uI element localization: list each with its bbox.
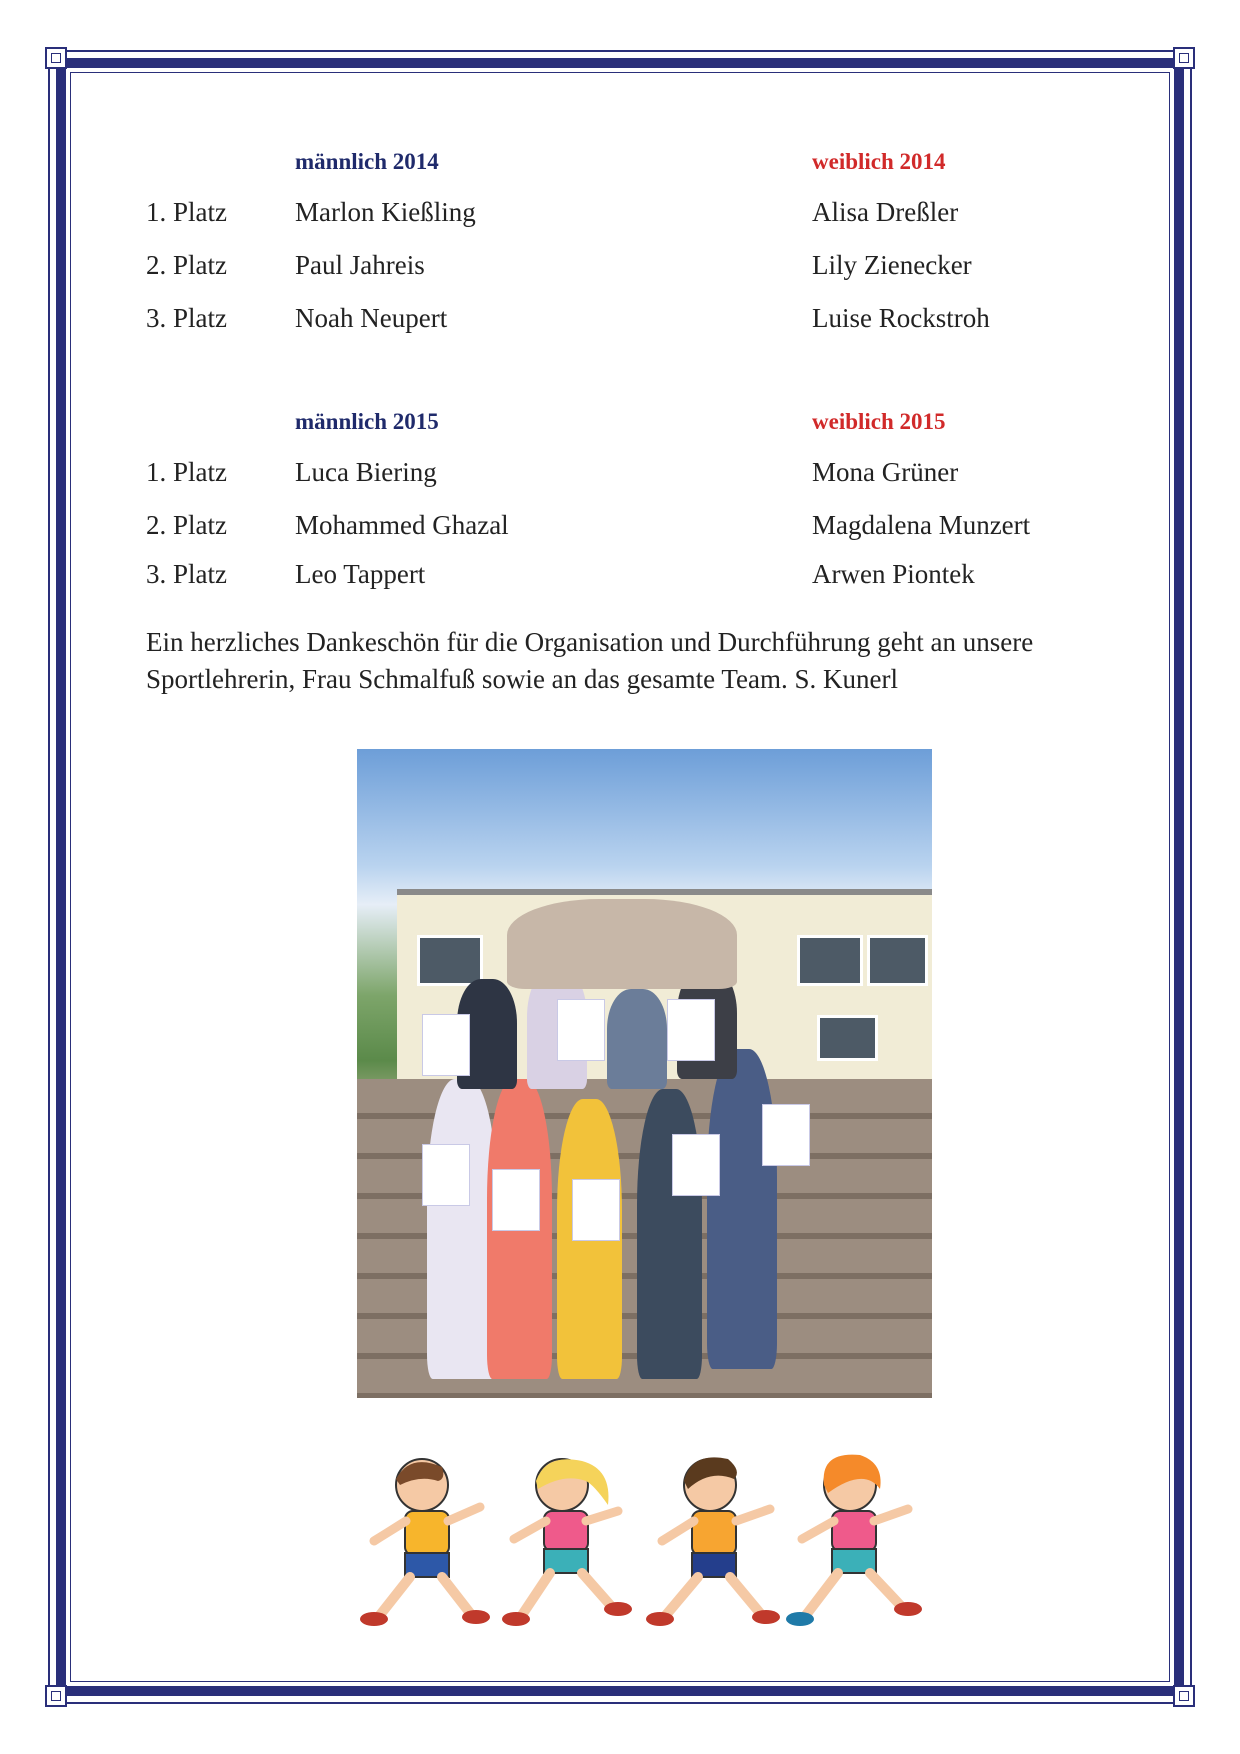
place-label: 1. Platz	[146, 457, 227, 487]
male-winner: Paul Jahreis	[295, 250, 425, 280]
female-header: weiblich 2015	[812, 409, 946, 434]
window	[867, 935, 928, 986]
female-winner: Luise Rockstroh	[812, 303, 990, 333]
border-corner-ornament	[1173, 47, 1195, 69]
window	[797, 935, 863, 986]
certificate	[572, 1179, 620, 1241]
certificate	[667, 999, 715, 1061]
male-winner: Luca Biering	[295, 457, 437, 487]
child-figure	[707, 1049, 777, 1369]
place-label: 3. Platz	[146, 303, 227, 333]
female-winner: Alisa Dreßler	[812, 197, 959, 227]
runner-girl-icon	[786, 1455, 922, 1626]
border-corner-ornament	[1173, 1685, 1195, 1707]
certificate	[422, 1014, 470, 1076]
child-figure	[607, 989, 667, 1089]
certificate	[557, 999, 605, 1061]
group-photo	[357, 749, 932, 1398]
place-label: 2. Platz	[146, 250, 227, 280]
window	[417, 935, 483, 986]
runner-boy-icon	[646, 1457, 780, 1626]
certificate	[672, 1134, 720, 1196]
thanks-paragraph: Ein herzliches Dankeschön für die Organisation und Durchführung geht an unsere Sportlehrerin, Frau Schmalfuß sowie an das gesamte Team. S. Kunerl	[146, 627, 1034, 694]
runner-girl-icon	[502, 1459, 632, 1626]
children-crowd	[507, 899, 737, 989]
male-winner: Leo Tappert	[295, 559, 426, 589]
border-corner-ornament	[45, 1685, 67, 1707]
certificate	[762, 1104, 810, 1166]
runner-boy-icon	[360, 1459, 490, 1626]
border-corner-ornament	[45, 47, 67, 69]
window	[817, 1015, 878, 1061]
female-winner: Arwen Piontek	[812, 559, 975, 589]
certificate	[422, 1144, 470, 1206]
female-header: weiblich 2014	[812, 149, 946, 174]
place-label: 2. Platz	[146, 510, 227, 540]
male-header: männlich 2015	[295, 409, 439, 434]
male-winner: Noah Neupert	[295, 303, 448, 333]
certificate	[492, 1169, 540, 1231]
male-winner: Mohammed Ghazal	[295, 510, 509, 540]
female-winner: Lily Zienecker	[812, 250, 972, 280]
place-label: 3. Platz	[146, 559, 227, 589]
place-label: 1. Platz	[146, 197, 227, 227]
female-winner: Mona Grüner	[812, 457, 959, 487]
child-figure	[637, 1089, 702, 1379]
male-winner: Marlon Kießling	[295, 197, 476, 227]
running-kids-illustration	[350, 1445, 950, 1640]
male-header: männlich 2014	[295, 149, 439, 174]
female-winner: Magdalena Munzert	[812, 510, 1031, 540]
